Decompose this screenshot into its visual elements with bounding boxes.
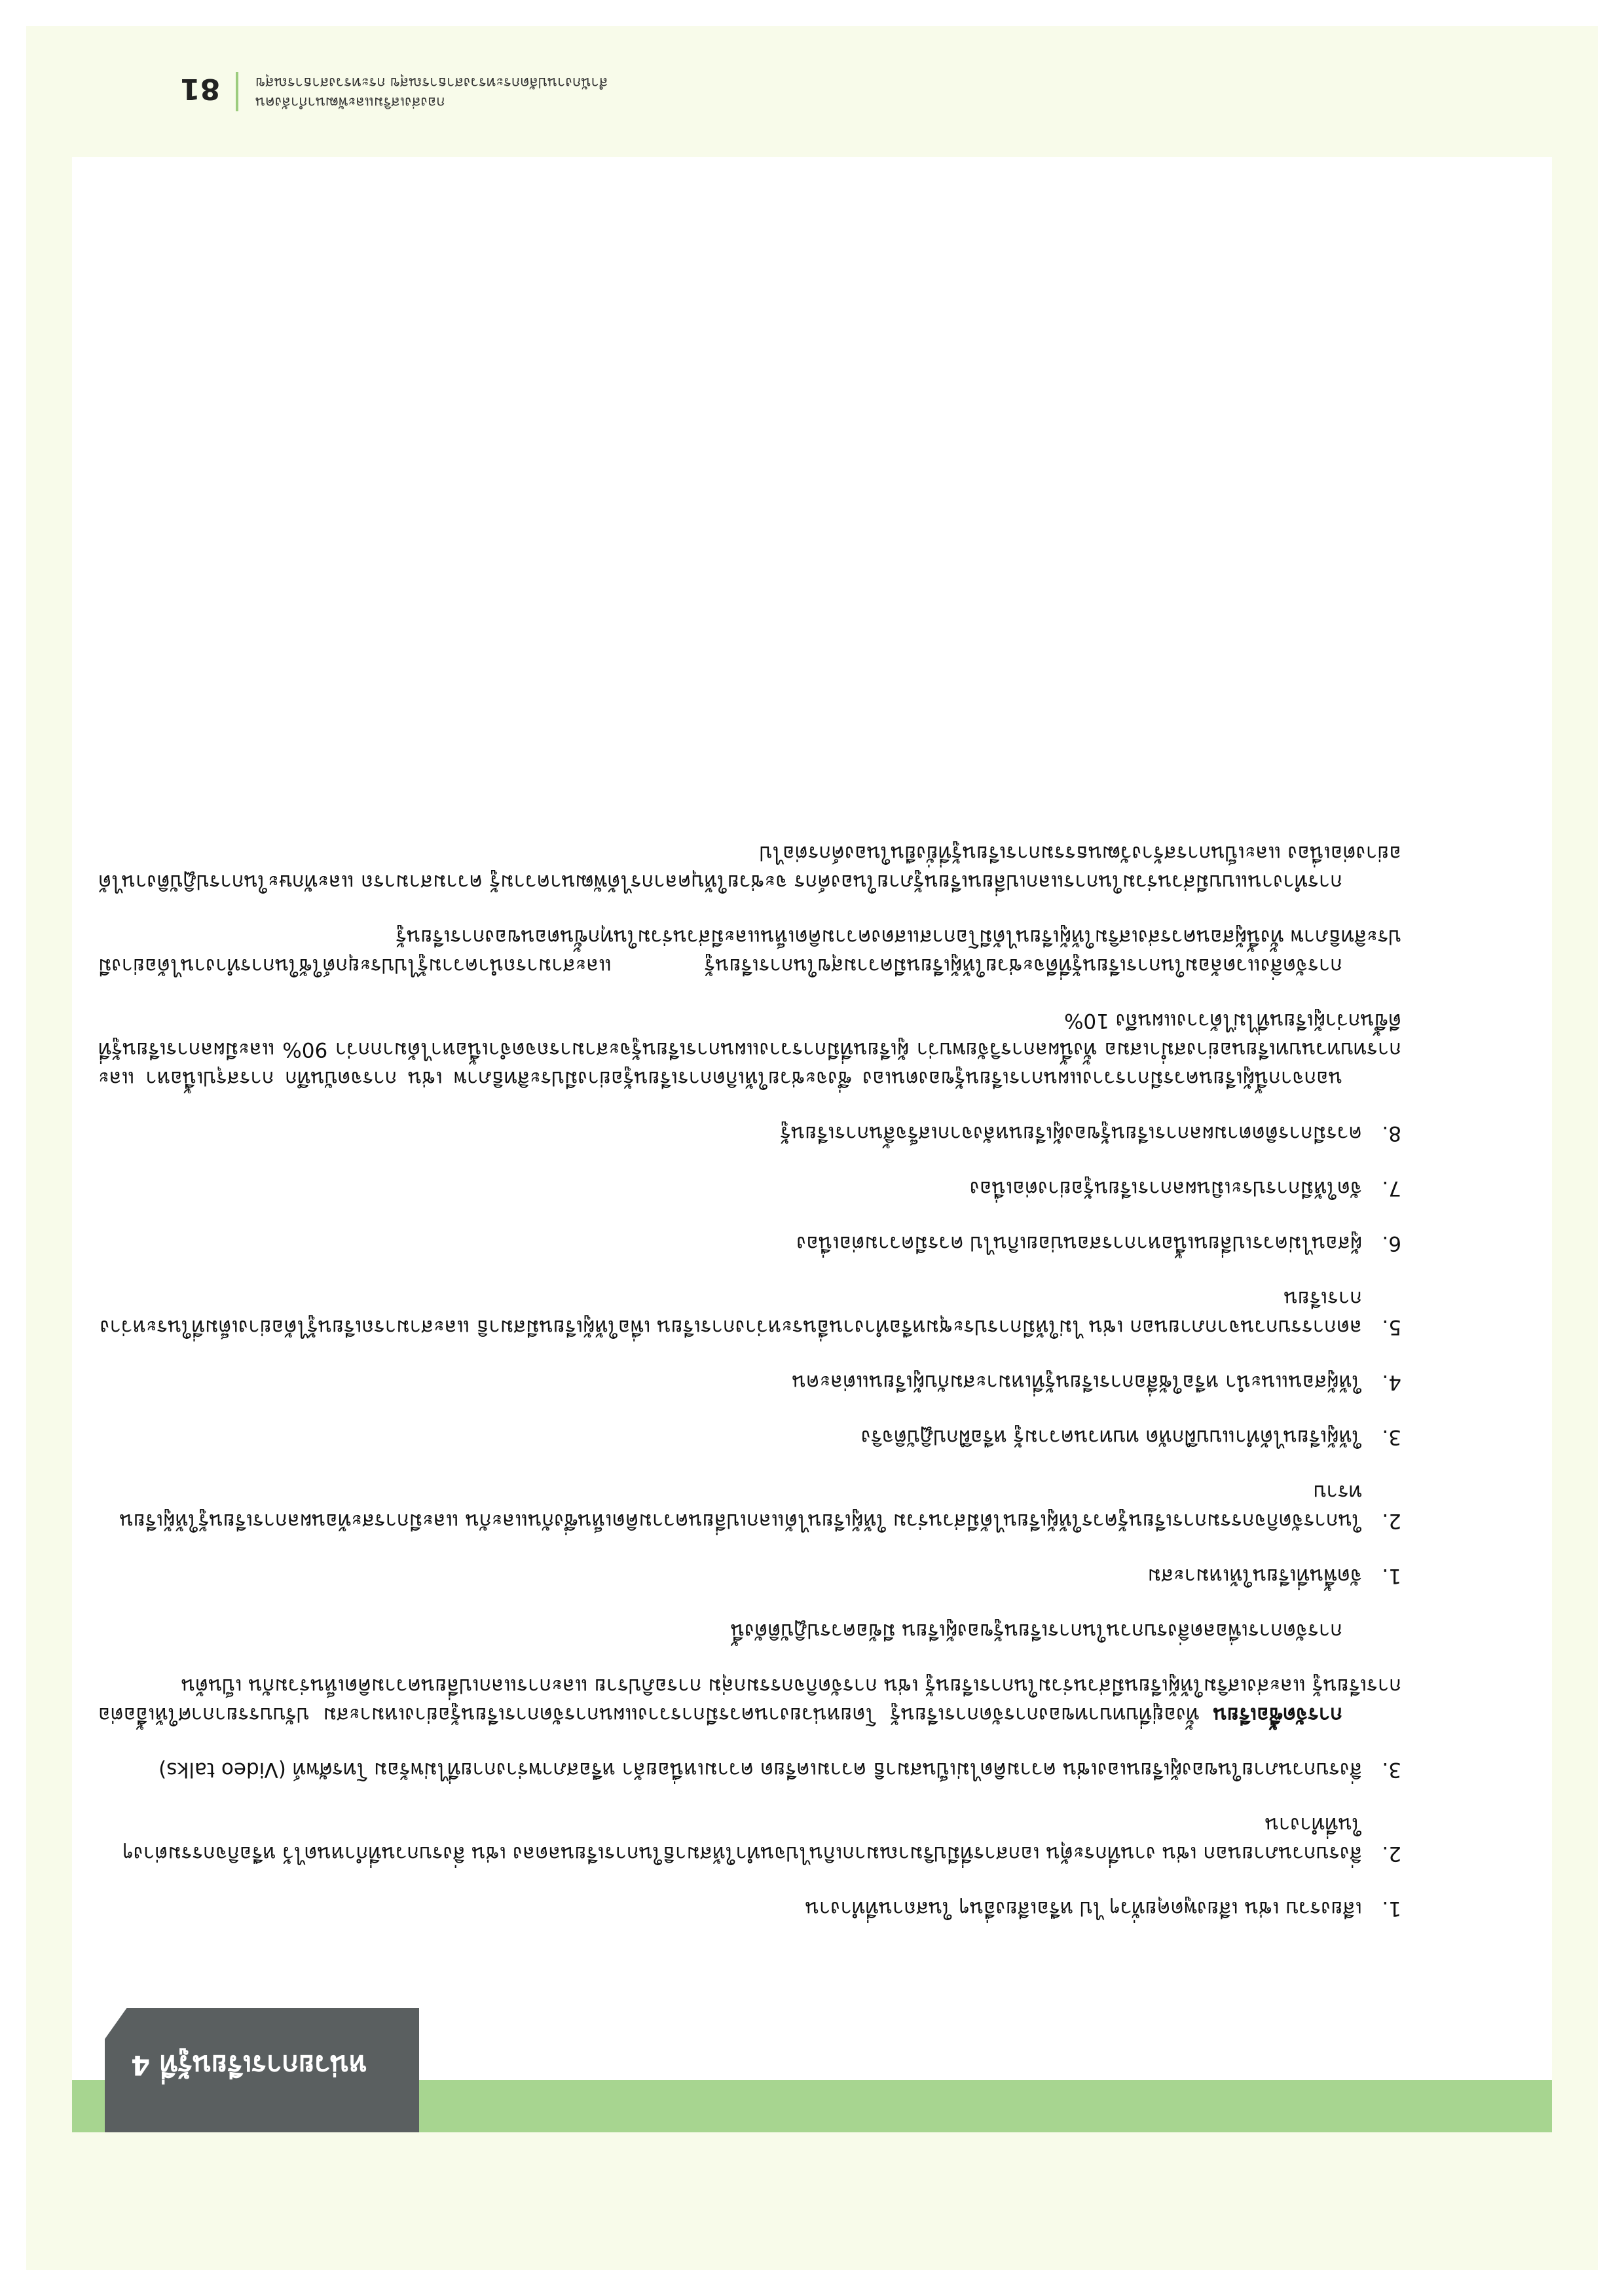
list-text: เสียงรวบ เช่น เสียงพูดคุยทั่วๆ ไป หรือเสียงอื่นๆ ในสถานที่ทำงาน: [805, 1897, 1362, 1920]
paragraph-summary: นอกจากนี้ผู้เรียนควรมีการวางแผนการเรียนรู้ของตนเอง ซึ่งจะช่วยให้เกิดการเรียนรู้อย่างมีประสิทธิภาพ เช่น การจดบันทึก การสรุปเนื้อหา และการทบทวนบทเรียนอย่างสม่ำเสมอ ทั้งนี้ผลการวิจัยพบว่า ผู้เรียนที่มีการวางแผนการเรียนรู้จะสามารถจดจำเนื้อหาได้มากกว่า 90% และมีผลการเรียนรู้ที่ดีขึ้นกว่าผู้เรียนที่ไม่ได้วางแผนถึง 10%: [98, 1009, 1401, 1090]
footer-org-line-1: กองส่งเสริมและพัฒนากำลังคน: [255, 94, 445, 110]
list-number: 3.: [1382, 1425, 1401, 1449]
list-text: สิ่งรบกวนภายในของผู้เรียนเองเช่น ความคิดไม่เป็นสมาธิ ความเครียด ความเหนื่อยล้า หรือสภาพร่างกายที่ไม่พร้อม โทรศัพท์ (Video talks): [158, 1758, 1362, 1781]
list-item: [98, 1284, 1401, 1341]
page-background: [26, 26, 1598, 2270]
list-item: [98, 1119, 1401, 1148]
paragraph-closing-1: การจัดสิ่งแวดล้อมในการเรียนรู้ที่ดีจะช่วยให้ผู้เรียนมีความสุขในการเรียนรู้ และสามารถนำความรู้ไปประยุกต์ใช้ในการทำงานได้อย่างมีประสิทธิภาพ ทั้งนี้ผู้สอนควรส่งเสริมให้ผู้เรียนได้มีโอกาสแสดงความคิดเห็นและมีส่วนร่วมในทุกขั้นตอนของการเรียนรู้: [98, 925, 1401, 977]
list-item: [98, 1423, 1401, 1451]
unit-label: หน่วยการเรียนรู้ที่ 4: [131, 2049, 367, 2081]
list-number: 2.: [1382, 1509, 1401, 1533]
footer-organization: [255, 72, 608, 111]
list-text: ให้ผู้เรียนได้ทำแบบฝึกหัด ทบทวนความรู้ หรือฝึกปฏิบัติจริง: [860, 1425, 1362, 1449]
list-text: ในการจัดกิจกรรมการเรียนรู้ควรให้ผู้เรียนได้มีส่วนร่วม ให้ผู้เรียนได้แลกเปลี่ยนความคิดเห็นซึ่งกันและกัน และมีการสะท้อนผลการเรียนรู้ให้ผู้เรียนทราบ: [119, 1480, 1362, 1533]
list-text: ให้ผู้สอนแนะนำ หรือใช้สื่อการเรียนรู้ที่เหมาะสมกับผู้เรียนแต่ละคน: [792, 1370, 1362, 1394]
list-number: 2.: [1382, 1842, 1401, 1865]
list-text: ลดการรบกวนจากภายนอก เช่น ไม่ให้มีการประชุมหรือทำงานอื่นระหว่างการเรียน เพื่อให้ผู้เรียนมีสมาธิ และสามารถเรียนรู้ได้อย่างเต็มที่ในระหว่างการเรียน: [100, 1286, 1362, 1339]
section2-list: [98, 1119, 1401, 1590]
list-text: จัดให้มีการประเมินผลการเรียนรู้อย่างต่อเนื่อง: [969, 1176, 1362, 1200]
footer-org-line-2: สำนักงานปลัดกระทรวงสาธารณสุข กระทรวงสาธารณสุข: [255, 74, 608, 90]
list-item: [98, 1561, 1401, 1590]
section1-list: [98, 1755, 1401, 1923]
paragraph-online: [98, 1671, 1401, 1729]
list-number: 1.: [1382, 1564, 1401, 1588]
list-text: ควรมีการติดตามผลการเรียนรู้ของผู้เรียนหลังจากเสร็จสิ้นการเรียนรู้: [780, 1121, 1362, 1145]
list-text: ผู้สอนไม่ควรเปลี่ยนเนื้อหาการสอนบ่อยเกินไป ควรมีความต่อเนื่อง: [796, 1231, 1362, 1255]
list-number: 5.: [1382, 1315, 1401, 1339]
footer-divider: [236, 72, 238, 111]
page-footer: [26, 26, 1598, 157]
paragraph-lead: การจัดซื้อเรียน: [1213, 1703, 1342, 1726]
list-item: [98, 1229, 1401, 1258]
list-text: จัดพื้นที่เรียนให้เหมาะสม: [1147, 1564, 1362, 1588]
list-item: [98, 1894, 1401, 1923]
list-item: [98, 1810, 1401, 1868]
list-item: [98, 1174, 1401, 1203]
list-number: 1.: [1382, 1897, 1401, 1920]
list-number: 7.: [1382, 1176, 1401, 1200]
paragraph-text: ทั้งอยู่ที่บทบาทของการจัดการเรียนรู้ โดยหน่วยงานควรมีการวางแผนการจัดการเรียนรู้อย่างเหมาะสม ปรับบรรยากาศให้เอื้อต่อการเรียนรู้ และส่งเสริมให้ผู้เรียนมีส่วนร่วมในการเรียนรู้ เช่น การจัดกิจกรรมกลุ่ม การอภิปราย และการแลกเปลี่ยนความคิดเห็นร่วมกัน เป็นต้น: [98, 1674, 1401, 1726]
list-item: [98, 1755, 1401, 1784]
page-number: 81: [180, 72, 221, 105]
list-number: 6.: [1382, 1231, 1401, 1255]
page-content: [98, 812, 1401, 1923]
intro-line: การจัดการเพื่อลดสิ่งรบกวนในการเรียนรู้ของผู้เรียน มีข้อควรปฏิบัติดังนี้: [730, 1619, 1342, 1643]
list-number: 8.: [1382, 1121, 1401, 1145]
list-number: 4.: [1382, 1370, 1401, 1394]
list-item: [98, 1478, 1401, 1535]
paragraph-closing-2: การทำงานแบบมีส่วนร่วมในการแลกเปลี่ยนเรียนรู้ภายในองค์กร จะช่วยให้บุคลากรได้พัฒนาความรู้ ความสามารถ และทักษะในการปฏิบัติงานได้อย่างต่อเนื่อง และเป็นการสร้างวัฒนธรรมการเรียนรู้ที่ยั่งยืนในองค์กรต่อไป: [98, 841, 1401, 894]
page-body: [72, 72, 1552, 2132]
list-item: [98, 1368, 1401, 1396]
list-text: สิ่งรบกวนภายนอก เช่น งานที่กระตุ้น เอกสารที่มีปริมาณมากเกินไปจนทำให้สมาธิในการเรียนลดลง เช่น สิ่งรบกวนที่กำหนดไว้ หรือกิจกรรมต่างๆ ในที่ทำงาน: [122, 1813, 1362, 1865]
list-number: 3.: [1382, 1758, 1401, 1781]
